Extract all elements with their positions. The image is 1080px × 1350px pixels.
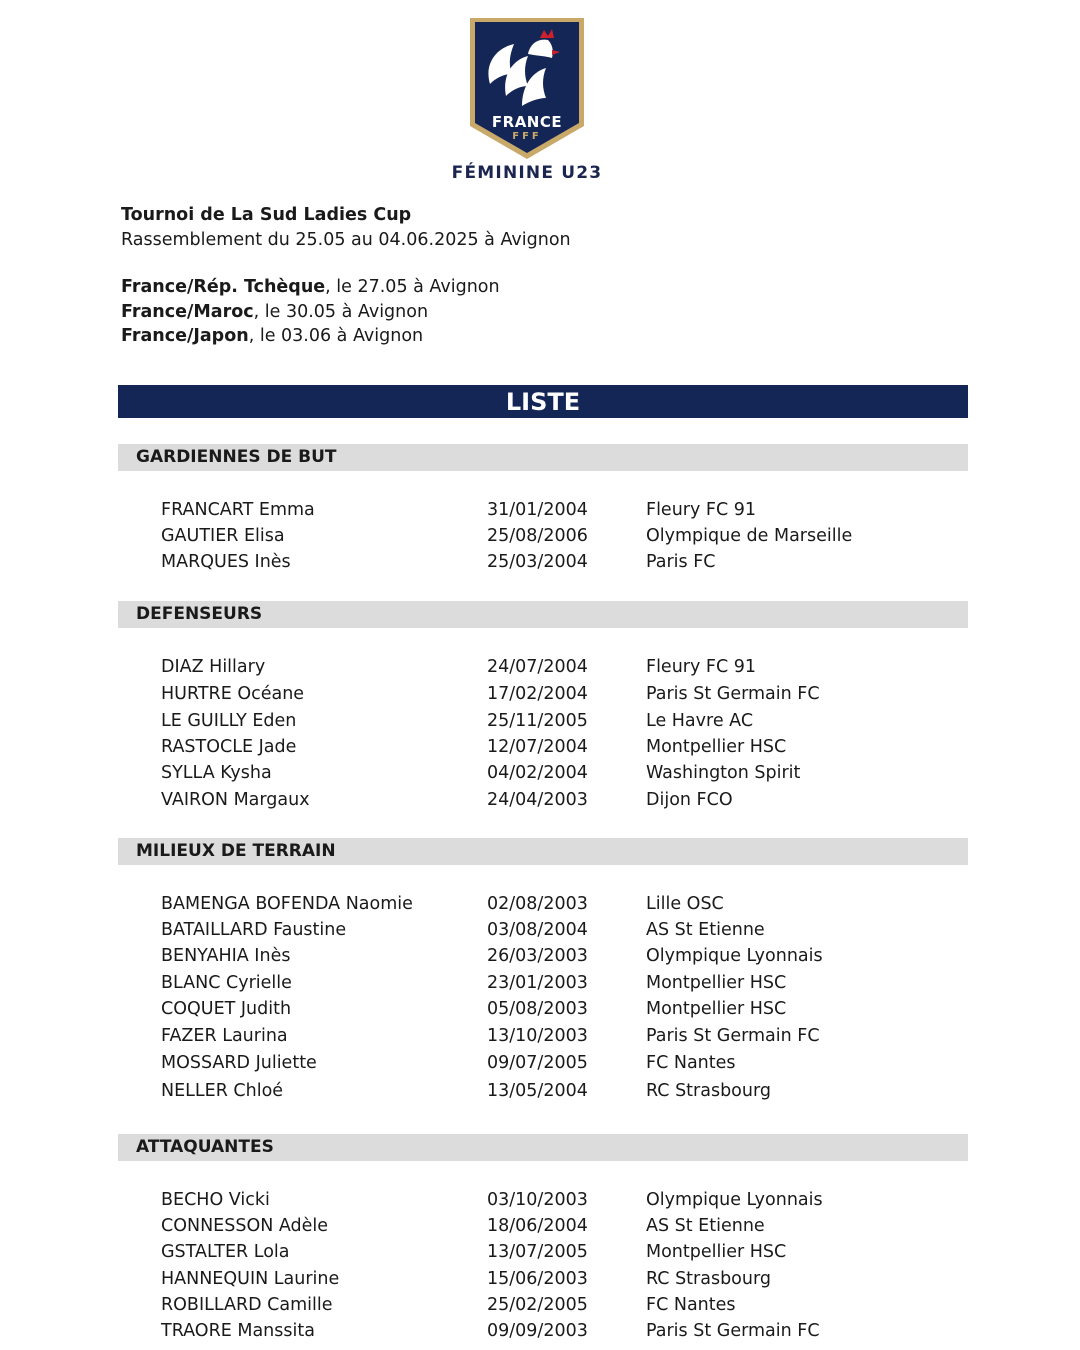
player-dob: 25/02/2005 xyxy=(487,1295,588,1315)
player-club: Paris St Germain FC xyxy=(646,1026,820,1046)
match-teams: France/Rép. Tchèque xyxy=(121,277,326,297)
player-name: MARQUES Inès xyxy=(161,552,291,572)
player-dob: 25/08/2006 xyxy=(487,526,588,546)
crest-country-text: FRANCE xyxy=(491,113,563,131)
player-club: Montpellier HSC xyxy=(646,973,787,993)
player-row xyxy=(0,497,1080,523)
player-name: MOSSARD Juliette xyxy=(161,1053,317,1073)
player-club: Paris St Germain FC xyxy=(646,684,820,704)
player-club: Dijon FCO xyxy=(646,790,733,810)
match-detail: , le 30.05 à Avignon xyxy=(253,301,429,322)
player-name: FRANCART Emma xyxy=(161,500,315,520)
player-dob: 13/10/2003 xyxy=(487,1026,588,1046)
tournament-title: Tournoi de La Sud Ladies Cup xyxy=(121,205,412,225)
player-club: Olympique Lyonnais xyxy=(646,946,823,966)
fff-crest-logo xyxy=(466,14,588,162)
player-name: VAIRON Margaux xyxy=(161,790,310,810)
player-name: BECHO Vicki xyxy=(161,1190,270,1210)
player-name: COQUET Judith xyxy=(161,999,292,1019)
player-dob: 03/08/2004 xyxy=(487,920,588,940)
match-list xyxy=(121,275,500,349)
player-club: RC Strasbourg xyxy=(646,1269,771,1289)
player-club: AS St Etienne xyxy=(646,1216,765,1236)
player-dob: 17/02/2004 xyxy=(487,684,588,704)
player-club: Washington Spirit xyxy=(646,763,801,783)
player-row xyxy=(0,1023,1080,1049)
player-dob: 09/09/2003 xyxy=(487,1321,588,1341)
player-dob: 04/02/2004 xyxy=(487,763,588,783)
player-row xyxy=(0,1266,1080,1292)
section-header-midfielders: MILIEUX DE TERRAIN xyxy=(118,838,968,865)
player-name: NELLER Chloé xyxy=(161,1081,284,1101)
player-dob: 31/01/2004 xyxy=(487,500,588,520)
player-dob: 15/06/2003 xyxy=(487,1269,588,1289)
player-club: Paris FC xyxy=(646,552,716,572)
player-name: SYLLA Kysha xyxy=(161,763,272,783)
player-club: Montpellier HSC xyxy=(646,1242,787,1262)
player-dob: 25/03/2004 xyxy=(487,552,588,572)
player-row xyxy=(0,970,1080,996)
player-name: RASTOCLE Jade xyxy=(161,737,297,757)
player-dob: 03/10/2003 xyxy=(487,1190,588,1210)
player-dob: 12/07/2004 xyxy=(487,737,588,757)
player-dob: 26/03/2003 xyxy=(487,946,588,966)
match-teams: France/Japon xyxy=(121,326,249,346)
player-row xyxy=(0,681,1080,707)
player-club: Montpellier HSC xyxy=(646,737,787,757)
player-name: FAZER Laurina xyxy=(161,1026,288,1046)
player-dob: 05/08/2003 xyxy=(487,999,588,1019)
player-row xyxy=(0,943,1080,969)
player-name: LE GUILLY Eden xyxy=(161,711,297,731)
player-name: ROBILLARD Camille xyxy=(161,1295,333,1315)
match-line xyxy=(121,324,500,349)
list-title-banner: LISTE xyxy=(118,385,968,418)
player-club: RC Strasbourg xyxy=(646,1081,771,1101)
crest-federation-text: FFF xyxy=(512,131,542,142)
player-club: Olympique Lyonnais xyxy=(646,1190,823,1210)
player-club: FC Nantes xyxy=(646,1053,736,1073)
player-dob: 18/06/2004 xyxy=(487,1216,588,1236)
player-name: BLANC Cyrielle xyxy=(161,973,292,993)
match-detail: , le 03.06 à Avignon xyxy=(248,326,424,346)
player-dob: 13/05/2004 xyxy=(487,1081,588,1101)
player-name: BENYAHIA Inès xyxy=(161,946,291,966)
player-name: GAUTIER Elisa xyxy=(161,526,285,546)
player-name: DIAZ Hillary xyxy=(161,657,266,677)
player-row xyxy=(0,996,1080,1022)
player-club: Fleury FC 91 xyxy=(646,500,757,520)
match-line xyxy=(121,275,500,300)
player-name: HURTRE Océane xyxy=(161,684,305,704)
player-row xyxy=(0,734,1080,760)
player-name: TRAORE Manssita xyxy=(161,1321,315,1341)
player-row xyxy=(0,787,1080,813)
match-detail: , le 27.05 à Avignon xyxy=(325,277,500,297)
player-name: GSTALTER Lola xyxy=(161,1242,290,1262)
player-dob: 24/04/2003 xyxy=(487,790,588,810)
player-name: BAMENGA BOFENDA Naomie xyxy=(161,894,413,914)
player-row xyxy=(0,708,1080,734)
player-name: CONNESSON Adèle xyxy=(161,1216,329,1236)
player-dob: 09/07/2005 xyxy=(487,1053,588,1073)
player-row xyxy=(0,891,1080,917)
player-club: FC Nantes xyxy=(646,1295,736,1315)
player-row xyxy=(0,523,1080,549)
player-row xyxy=(0,1050,1080,1076)
gathering-dates: Rassemblement du 25.05 au 04.06.2025 à Avignon xyxy=(121,229,571,250)
player-name: HANNEQUIN Laurine xyxy=(161,1269,340,1289)
match-teams: France/Maroc xyxy=(121,301,254,322)
player-row xyxy=(0,917,1080,943)
player-club: AS St Etienne xyxy=(646,920,765,940)
team-label: FÉMININE U23 xyxy=(451,163,603,183)
player-dob: 23/01/2003 xyxy=(487,973,588,993)
player-row xyxy=(0,549,1080,575)
player-club: Fleury FC 91 xyxy=(646,657,757,677)
player-row xyxy=(0,1292,1080,1318)
player-row xyxy=(0,1318,1080,1344)
player-dob: 24/07/2004 xyxy=(487,657,588,677)
player-club: Lille OSC xyxy=(646,894,724,914)
player-dob: 13/07/2005 xyxy=(487,1242,588,1262)
tournament-info xyxy=(121,203,571,252)
player-row xyxy=(0,1078,1080,1104)
player-club: Paris St Germain FC xyxy=(646,1321,820,1341)
player-row xyxy=(0,1187,1080,1213)
section-header-goalkeepers: GARDIENNES DE BUT xyxy=(118,444,968,471)
section-header-forwards: ATTAQUANTES xyxy=(118,1134,968,1161)
match-line xyxy=(121,300,500,325)
player-row xyxy=(0,1239,1080,1265)
section-header-defenders: DEFENSEURS xyxy=(118,601,968,628)
player-dob: 25/11/2005 xyxy=(487,711,588,731)
player-club: Olympique de Marseille xyxy=(646,526,853,546)
player-dob: 02/08/2003 xyxy=(487,894,588,914)
player-club: Le Havre AC xyxy=(646,711,754,731)
player-row xyxy=(0,760,1080,786)
player-name: BATAILLARD Faustine xyxy=(161,920,347,940)
player-club: Montpellier HSC xyxy=(646,999,787,1019)
player-row xyxy=(0,1213,1080,1239)
player-row xyxy=(0,654,1080,680)
